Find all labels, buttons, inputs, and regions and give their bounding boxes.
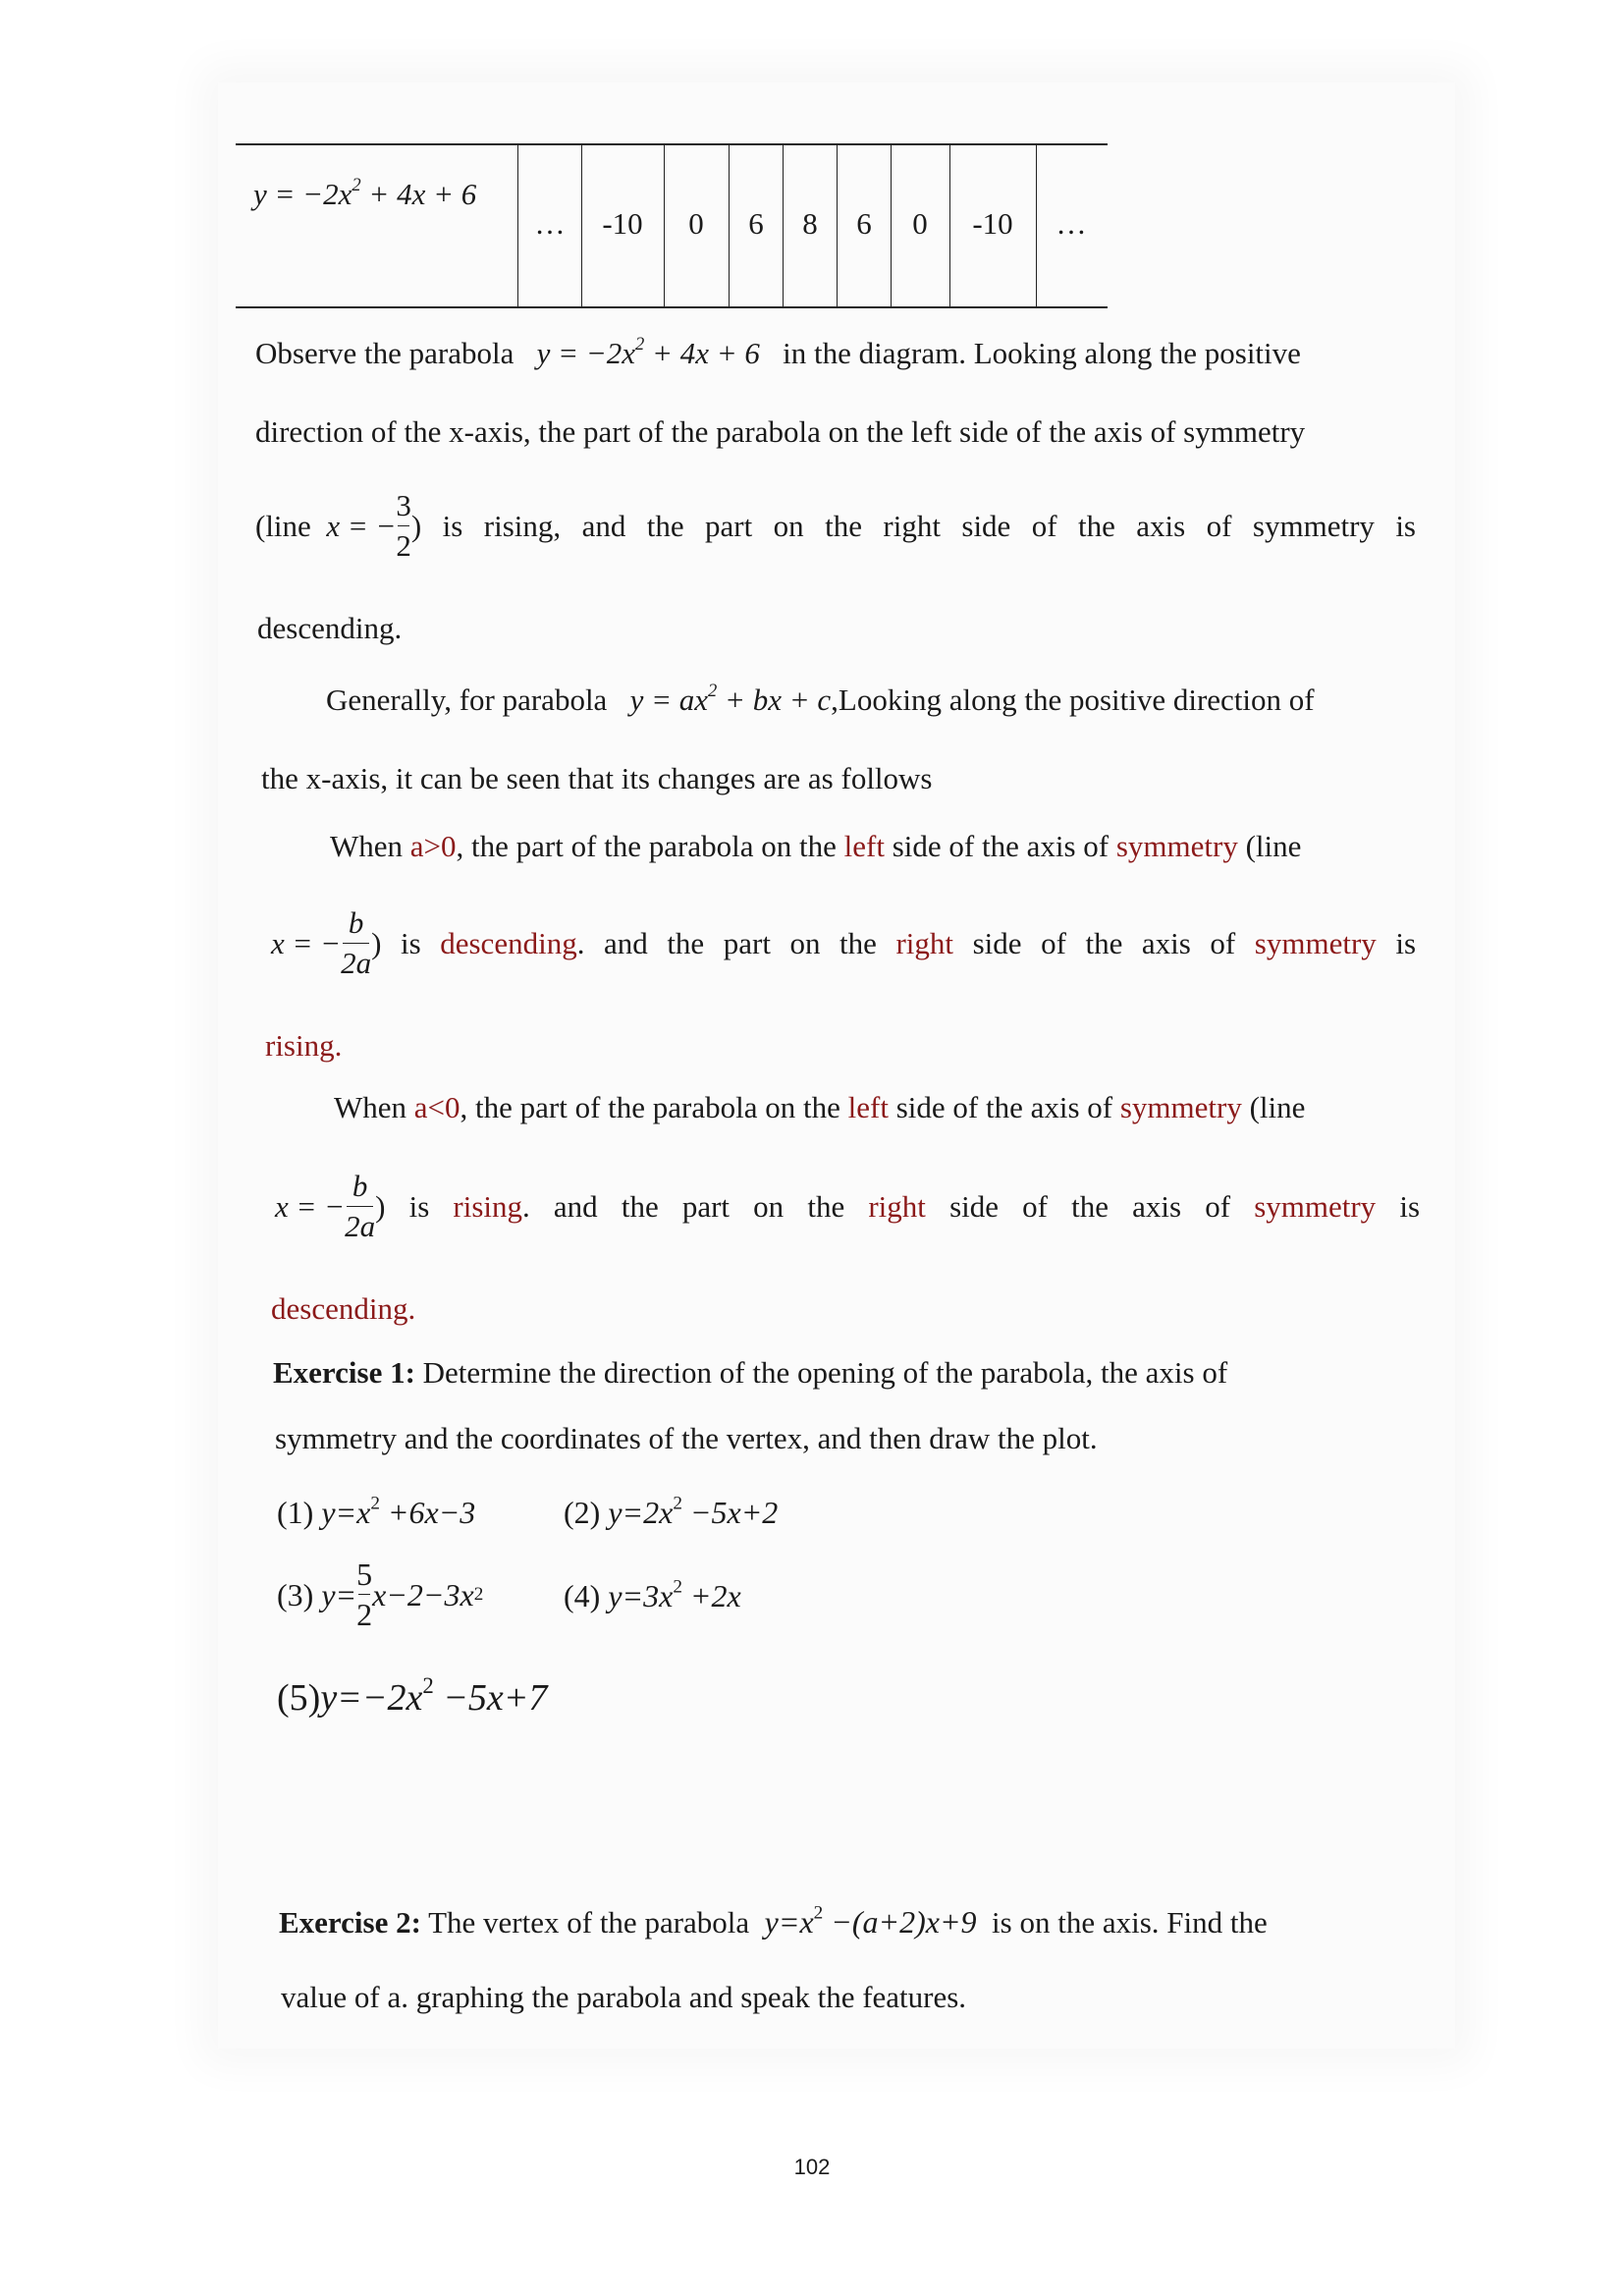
- paragraph-line: When a>0, the part of the parabola on the left side of the axis of symmetry (line: [330, 829, 1302, 863]
- table-cell: 0: [912, 206, 928, 241]
- fraction: $\frac{3}{2}$: [396, 488, 411, 563]
- fraction: $\frac{b}{2a}$: [341, 905, 372, 980]
- table-divider: [517, 144, 518, 306]
- table-top-rule: [236, 143, 1108, 145]
- page-sheet: [218, 82, 1455, 2049]
- equation: x = −: [275, 1188, 346, 1224]
- table-divider: [1036, 144, 1037, 306]
- table-cell: …: [534, 206, 566, 241]
- exercise-item-4: (4) $y=3x^2 +2x$: [564, 1576, 741, 1613]
- table-cell: 0: [688, 206, 704, 241]
- table-row-label: $y = -2x^2 + 4x + 6$: [253, 175, 477, 211]
- paragraph-line: Exercise 2: The vertex of the parabola $y=x^2 -(a+2)x+9$ is on the axis. Find the: [279, 1902, 1268, 1940]
- table-divider: [891, 144, 892, 306]
- paragraph-line: the x-axis, it can be seen that its changes are as follows: [261, 761, 933, 795]
- fraction: $\frac{5}{2}$: [356, 1557, 373, 1632]
- paragraph-line: (line x = − $\frac{3}{2}$ ) is rising, and the part on the right side of the axis of symmetry is: [255, 486, 1416, 566]
- table-divider: [949, 144, 950, 306]
- exercise-item-1: (1) $y=x^2 +6x-3$: [277, 1493, 476, 1530]
- exercise-item-2: (2) $y=2x^2 -5x+2$: [564, 1493, 779, 1530]
- table-cell: 8: [802, 206, 818, 241]
- paragraph-line: x = − $\frac{b}{2a}$ ) is descending. and the part on the right side of the axis of symmetry is: [271, 903, 1416, 983]
- paragraph-line: When a<0, the part of the parabola on the left side of the axis of symmetry (line: [334, 1090, 1306, 1124]
- equation: $y=x^2 -(a+2)x+9$: [764, 1902, 977, 1940]
- exercise-label: Exercise 1:: [273, 1355, 415, 1390]
- equation: x = −: [326, 508, 397, 543]
- paragraph-line: rising.: [265, 1028, 343, 1063]
- table-cell: -10: [602, 206, 643, 241]
- table-divider: [581, 144, 582, 306]
- paragraph-line: direction of the x-axis, the part of the parabola on the left side of the axis of symmetry: [255, 414, 1306, 449]
- exercise-item-5: $(5)y=-2x^2 -5x+7$: [277, 1672, 548, 1719]
- exercise-item-3: (3) y= $\frac{5}{2}$ x−2−3x 2: [277, 1557, 484, 1632]
- table-divider: [729, 144, 730, 306]
- paragraph-line: x = − $\frac{b}{2a}$ ) is rising. and the part on the right side of the axis of symmetry is: [275, 1167, 1420, 1246]
- table-divider: [664, 144, 665, 306]
- table-cell: …: [1056, 206, 1087, 241]
- equation: x = −: [271, 925, 342, 960]
- fraction: $\frac{b}{2a}$: [345, 1169, 376, 1243]
- paragraph-line: descending.: [271, 1291, 416, 1326]
- equation: $y = -2x^2 + 4x + 6$: [536, 334, 760, 370]
- table-bottom-rule: [236, 306, 1108, 308]
- table-cell: -10: [972, 206, 1013, 241]
- page-number: 102: [793, 2155, 831, 2179]
- paragraph-line: Observe the parabola $y = -2x^2 + 4x + 6$ in the diagram. Looking along the positive: [255, 334, 1301, 370]
- table-divider: [837, 144, 838, 306]
- paragraph-line: descending.: [257, 611, 403, 645]
- equation: $y = ax^2$ + bx + c: [629, 681, 832, 717]
- table-cell: 6: [748, 206, 764, 241]
- table-divider: [783, 144, 784, 306]
- paragraph-line: symmetry and the coordinates of the vertex, and then draw the plot.: [275, 1421, 1098, 1455]
- exercise-label: Exercise 2:: [279, 1905, 421, 1940]
- paragraph-line: Generally, for parabola $y = ax^2$ + bx + c,Looking along the positive direction of: [326, 681, 1315, 717]
- table-cell: 6: [856, 206, 872, 241]
- paragraph-line: Exercise 1: Determine the direction of the opening of the parabola, the axis of: [273, 1355, 1228, 1390]
- paragraph-line: value of a. graphing the parabola and speak the features.: [281, 1980, 967, 2014]
